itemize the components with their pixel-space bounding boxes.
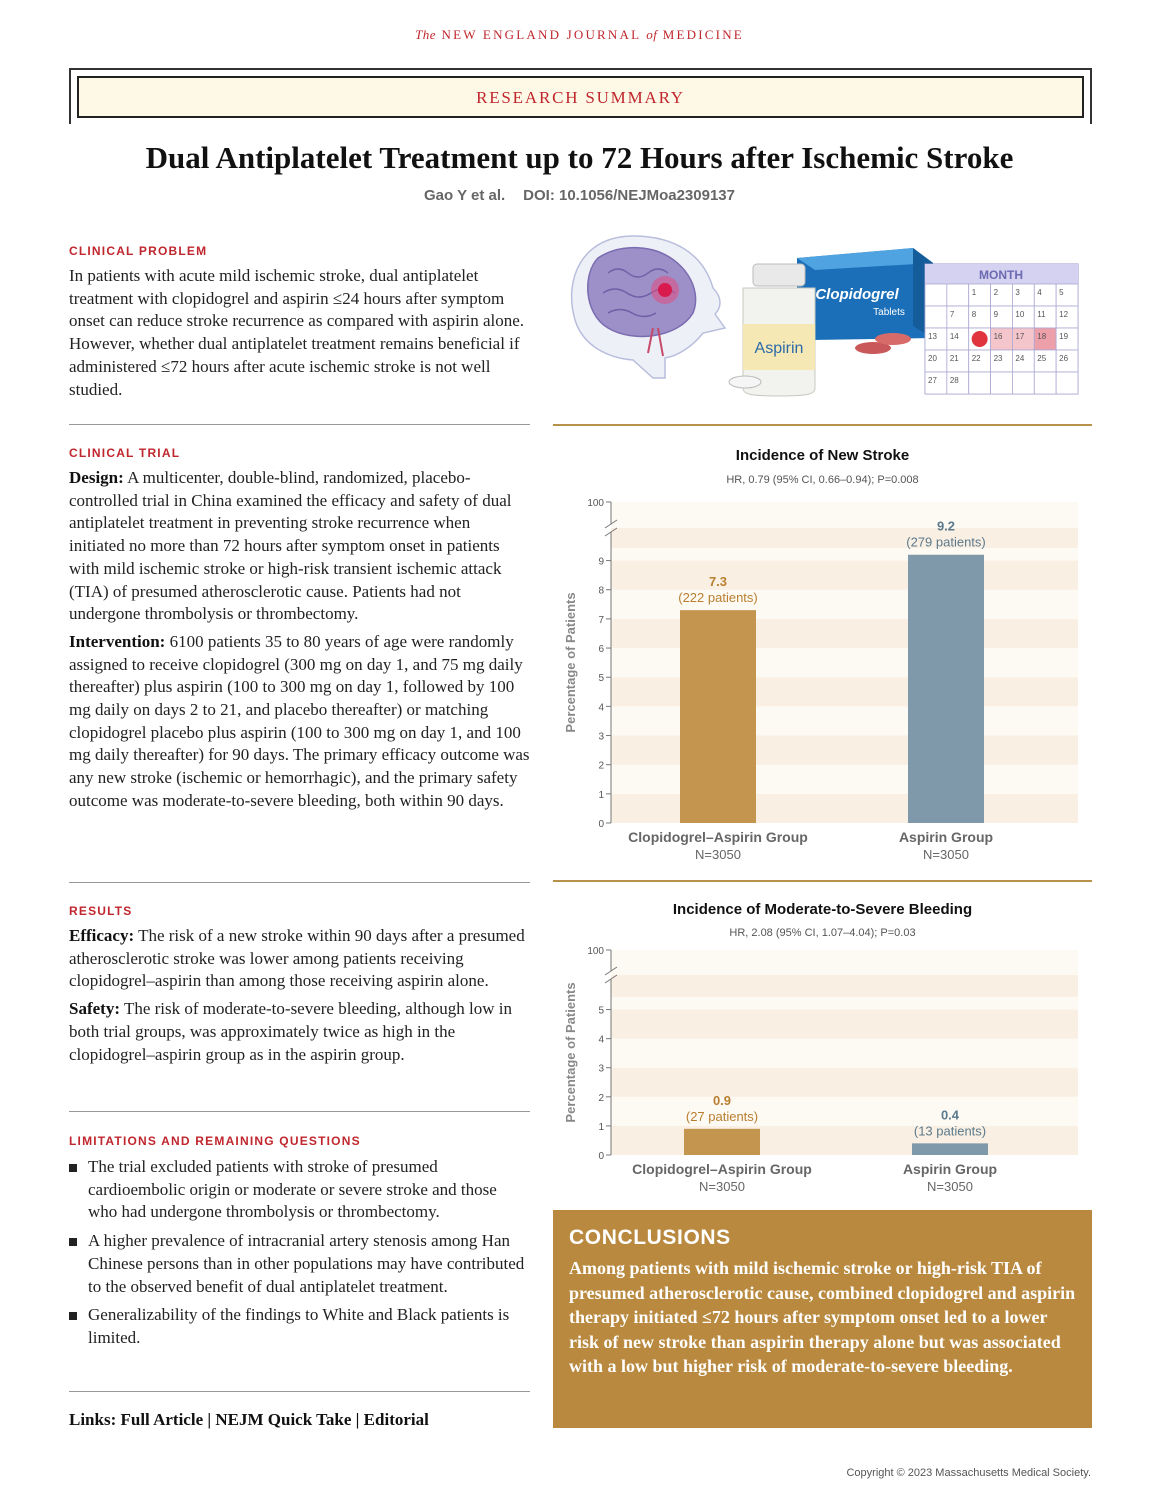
safety-label: Safety:	[69, 999, 120, 1019]
intervention-label: Intervention:	[69, 631, 166, 651]
bar-value-label: 0.4	[940, 1107, 960, 1123]
calendar-day: 20	[928, 354, 937, 363]
calendar-day: 28	[949, 376, 959, 385]
calendar-day: 25	[1037, 354, 1047, 363]
bar-value-label: 9.2	[936, 518, 956, 534]
bar	[908, 555, 984, 823]
y-tick-label: 1	[598, 1121, 604, 1133]
category-label: Aspirin Group	[898, 829, 994, 845]
y-axis-label: Percentage of Patients	[563, 982, 578, 1123]
y-tick-label: 100	[587, 946, 604, 957]
calendar-day: 14	[949, 332, 959, 341]
calendar-day: 19	[1059, 332, 1069, 341]
y-tick-label: 5	[598, 1005, 604, 1017]
results-heading: RESULTS	[69, 904, 133, 918]
calendar-day: 26	[1059, 354, 1069, 363]
efficacy-paragraph	[69, 925, 530, 993]
calendar-day: 23	[993, 354, 1003, 363]
efficacy-label: Efficacy:	[69, 926, 135, 945]
results-section	[69, 904, 530, 1066]
calendar-cell	[969, 372, 991, 394]
limitations-heading: LIMITATIONS AND REMAINING QUESTIONS	[69, 1134, 361, 1148]
safety-text: The risk of moderate-to-severe bleeding, although low in both trial groups, was approximately twice as high in the clopidogrel–aspirin group as in the aspirin group.	[69, 999, 512, 1064]
limitations-list	[69, 1156, 530, 1350]
pill-box-sub: Tablets	[873, 307, 905, 318]
y-tick-label: 1	[598, 789, 604, 801]
grid-band	[611, 975, 1078, 997]
copyright: Copyright © 2023 Massachusetts Medical Society.	[846, 1467, 1091, 1479]
y-tick-label: 6	[598, 644, 604, 656]
journal-masthead	[0, 27, 1159, 43]
grid-band	[611, 1039, 1078, 1068]
calendar-day: 7	[949, 310, 955, 319]
links-label: Links:	[69, 1410, 117, 1429]
calendar-cell	[925, 284, 947, 306]
calendar-day: 5	[1059, 288, 1064, 297]
calendar-grid	[925, 284, 1078, 394]
calendar-day: 2	[993, 288, 999, 297]
list-item: Generalizability of the findings to White and Black patients is limited.	[69, 1304, 530, 1349]
bar-patient-label: (279 patients)	[906, 534, 986, 550]
calendar-cell	[1034, 372, 1056, 394]
calendar-cell	[1056, 372, 1078, 394]
category-label: Clopidogrel–Aspirin Group	[628, 829, 808, 845]
chart-divider	[553, 424, 1092, 426]
category-n-label: N=3050	[923, 847, 969, 862]
calendar-day: 10	[1015, 310, 1025, 319]
category-n-label: N=3050	[927, 1179, 973, 1194]
grid-band	[611, 561, 1078, 590]
link-separator: |	[207, 1410, 212, 1429]
intervention-text: 6100 patients 35 to 80 years of age were randomly assigned to receive clopidogrel (300 mg on day 1, and 75 mg daily thereafter) plus aspirin (100 to 300 mg on day 1, followed by 100 mg daily on days 2 to 21, and placebo thereafter) or matching clopidogrel placebo plus aspirin (100 to 300 mg on day 1, and 100 mg daily thereafter) for 90 days. The primary efficacy outcome was any new stroke (ischemic or hemorrhagic), and the primary safety outcome was moderate-to-severe bleeding, both within 90 days.	[69, 631, 530, 810]
y-tick-label: 2	[598, 760, 604, 772]
authors: Gao Y et al.	[424, 187, 506, 204]
y-tick-label: 100	[587, 498, 604, 509]
bottle-label: Aspirin	[754, 340, 804, 357]
category-label: Clopidogrel–Aspirin Group	[632, 1161, 812, 1177]
y-tick-label: 0	[598, 1151, 604, 1162]
divider	[69, 1391, 530, 1392]
divider	[69, 1111, 530, 1112]
marked-day-dot	[972, 331, 988, 347]
y-tick-label: 9	[598, 556, 604, 568]
y-tick-label: 4	[598, 702, 604, 714]
calendar-cell	[925, 306, 947, 328]
y-tick-label: 0	[598, 819, 604, 830]
conclusions-box	[553, 1210, 1092, 1428]
y-axis-label: Percentage of Patients	[563, 592, 578, 733]
link-separator: |	[355, 1410, 360, 1429]
grid-band	[611, 546, 1078, 561]
category-n-label: N=3050	[699, 1179, 745, 1194]
byline	[0, 187, 1159, 204]
bleeding-chart	[553, 940, 1092, 1202]
grid-band	[611, 502, 1078, 528]
design-label: Design:	[69, 468, 124, 487]
calendar-cell	[991, 372, 1013, 394]
bar-patient-label: (13 patients)	[913, 1123, 987, 1139]
masthead-the: The	[415, 27, 437, 42]
head-profile-icon	[572, 236, 725, 378]
divider	[69, 424, 530, 425]
clinical-problem-text: In patients with acute mild ischemic stroke, dual antiplatelet treatment with clopidogrel and aspirin ≤24 hours after symptom onset can reduce stroke recurrence as compared with aspirin alone. However, whether dual antiplatelet treatment remains beneficial if administered ≤72 hours after acute ischemic stroke is not well studied.	[69, 266, 525, 399]
calendar-day: 24	[1015, 354, 1025, 363]
intervention-paragraph	[69, 631, 530, 813]
clinical-trial-heading: CLINICAL TRIAL	[69, 446, 181, 460]
calendar-day: 18	[1037, 332, 1047, 341]
chart-1-title: Incidence of New Stroke	[735, 447, 910, 464]
grid-band	[611, 1010, 1078, 1039]
full-article-link[interactable]: Full Article	[120, 1410, 204, 1429]
trial-illustration	[553, 228, 1092, 408]
bar-value-label: 7.3	[708, 574, 728, 590]
chart-2-subtitle: HR, 2.08 (95% CI, 1.07–4.04); P=0.03	[729, 927, 916, 939]
clopidogrel-box-icon	[797, 248, 933, 354]
design-text: A multicenter, double-blind, randomized, placebo-controlled trial in China examined the efficacy and safety of dual antiplatelet treatment in preventing stroke recurrence when initiated no more than 72 hours after symptom onset in patients with mild ischemic stroke or high-risk transient ischemic attack (TIA) of presumed atherosclerotic cause. Patients had not undergone thrombolysis or thrombectomy.	[69, 468, 512, 624]
y-tick-label: 5	[598, 673, 604, 685]
y-tick-label: 8	[598, 585, 604, 597]
conclusions-heading: CONCLUSIONS	[569, 1226, 731, 1249]
design-paragraph	[69, 467, 530, 626]
chart-2-title: Incidence of Moderate-to-Severe Bleeding	[672, 901, 973, 918]
calendar-day: 8	[971, 310, 977, 319]
list-item: The trial excluded patients with stroke of presumed cardioembolic origin or moderate or severe stroke and those who had undergone thrombolysis or thrombectomy.	[69, 1156, 530, 1224]
list-item: A higher prevalence of intracranial artery stenosis among Han Chinese persons than in other populations may have contributed to the observed benefit of dual antiplatelet treatment.	[69, 1230, 530, 1298]
calendar-day: 27	[928, 376, 937, 385]
chart-1-subtitle: HR, 0.79 (95% CI, 0.66–0.94); P=0.008	[726, 474, 919, 486]
doi: DOI: 10.1056/NEJMoa2309137	[523, 187, 735, 204]
links-bar	[69, 1410, 429, 1430]
new-stroke-chart	[553, 490, 1092, 870]
y-tick-label: 3	[598, 1063, 604, 1075]
clinical-problem-section	[69, 244, 530, 401]
masthead-journal-b: MEDICINE	[662, 27, 744, 42]
safety-paragraph	[69, 998, 530, 1066]
quick-take-link[interactable]: NEJM Quick Take	[215, 1410, 352, 1429]
bar	[912, 1143, 988, 1155]
bar	[680, 610, 756, 823]
y-tick-label: 2	[598, 1092, 604, 1104]
bar-patient-label: (222 patients)	[678, 590, 758, 606]
editorial-link[interactable]: Editorial	[363, 1410, 429, 1429]
grid-band	[611, 950, 1078, 975]
clinical-trial-section	[69, 446, 530, 813]
calendar-day: 13	[928, 332, 937, 341]
grid-band	[611, 1126, 1078, 1155]
limitations-section	[69, 1134, 530, 1356]
calendar-day: 1	[971, 288, 977, 297]
calendar-title: MONTH	[979, 268, 1023, 282]
bar-value-label: 0.9	[712, 1092, 732, 1108]
aspirin-bottle-icon	[729, 264, 815, 396]
grid-band	[611, 1068, 1078, 1097]
y-tick-label: 3	[598, 731, 604, 743]
chart-divider	[553, 880, 1092, 882]
calendar-day: 12	[1059, 310, 1069, 319]
grid-band	[611, 528, 1078, 548]
grid-band	[611, 1097, 1078, 1126]
calendar-cell	[1012, 372, 1034, 394]
masthead-of: of	[646, 27, 658, 42]
pill-box-label: Clopidogrel	[815, 286, 899, 303]
calendar-day: 17	[1015, 332, 1025, 341]
calendar-cell	[947, 284, 969, 306]
calendar-day: 22	[971, 354, 981, 363]
category-n-label: N=3050	[695, 847, 741, 862]
grid-band	[611, 995, 1078, 1010]
calendar-day: 11	[1037, 310, 1046, 319]
calendar-day: 21	[949, 354, 959, 363]
calendar-icon	[925, 264, 1078, 394]
bar-patient-label: (27 patients)	[685, 1108, 759, 1124]
masthead-journal-a: NEW ENGLAND JOURNAL	[441, 27, 641, 42]
research-summary-banner: RESEARCH SUMMARY	[77, 76, 1084, 118]
bar	[684, 1129, 760, 1155]
clinical-problem-heading: CLINICAL PROBLEM	[69, 244, 208, 258]
calendar-day: 9	[993, 310, 999, 319]
page-title: Dual Antiplatelet Treatment up to 72 Hours after Ischemic Stroke	[145, 140, 1014, 175]
category-label: Aspirin Group	[902, 1161, 998, 1177]
divider	[69, 882, 530, 883]
efficacy-text: The risk of a new stroke within 90 days after a presumed atherosclerotic stroke was lower among patients receiving clopidogrel–aspirin than among those receiving aspirin alone.	[69, 926, 525, 991]
y-tick-label: 7	[598, 614, 604, 626]
conclusions-text: Among patients with mild ischemic stroke or high-risk TIA of presumed atherosclerotic cause, combined clopidogrel and aspirin therapy initiated ≤72 hours after symptom onset led to a lower risk of new stroke than aspirin therapy alone but was associated with a low but higher risk of moderate-to-severe bleeding.	[569, 1258, 1076, 1376]
calendar-day: 4	[1037, 288, 1042, 297]
calendar-day: 3	[1015, 288, 1020, 297]
calendar-day: 16	[993, 332, 1003, 341]
y-tick-label: 4	[598, 1034, 604, 1046]
